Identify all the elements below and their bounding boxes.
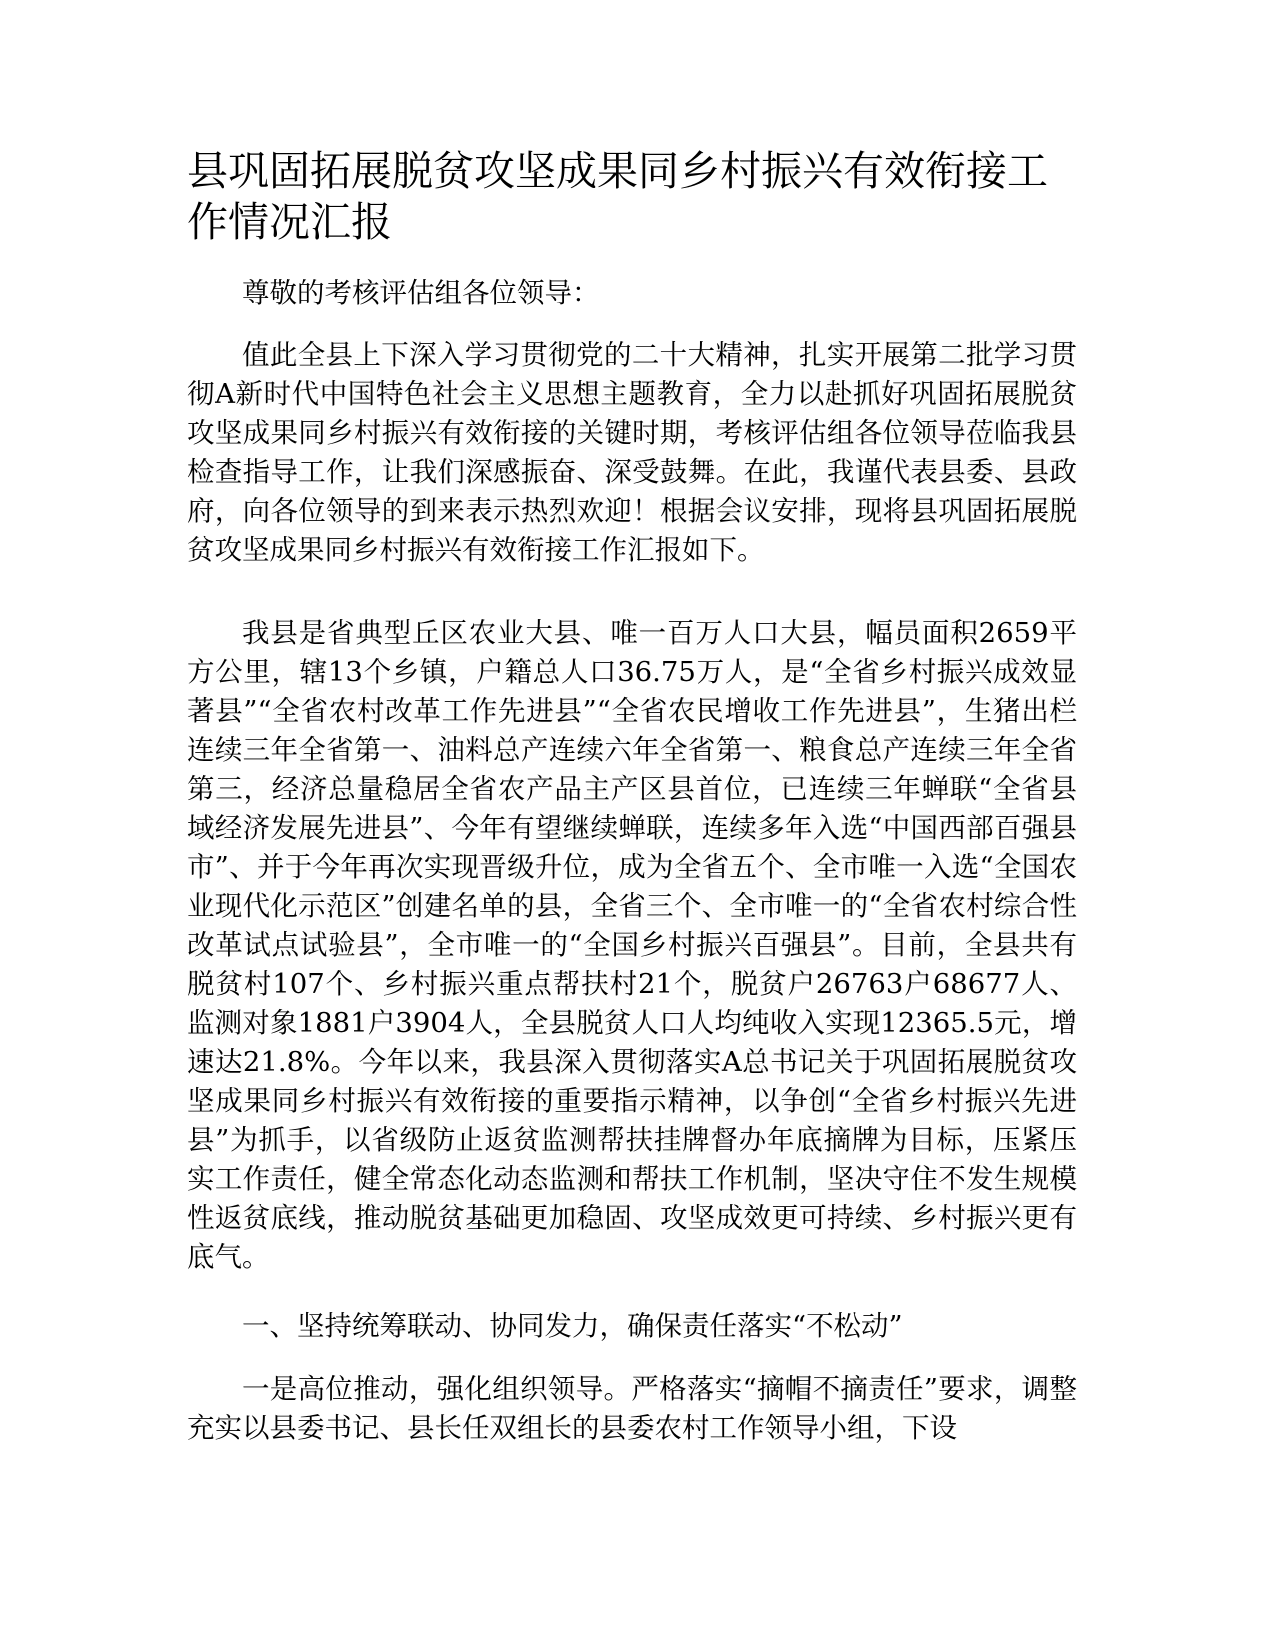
intro-paragraph: 值此全县上下深入学习贯彻党的二十大精神，扎实开展第二批学习贯彻A新时代中国特色社会主义思想主题教育，全力以赴抓好巩固拓展脱贫攻坚成果同乡村振兴有效衔接的关键时期，考核评估组各位领导莅临我县检查指导工作，让我们深感振奋、深受鼓舞。在此，我谨代表县委、县政府，向各位领导的到来表示热烈欢迎！根据会议安排，现将县巩固拓展脱贫攻坚成果同乡村振兴有效衔接工作汇报如下。	[187, 339, 1077, 566]
section-item-paragraph: 一是高位推动，强化组织领导。严格落实“摘帽不摘责任”要求，调整充实以县委书记、县长任双组长的县委农村工作领导小组，下设	[187, 1373, 1077, 1444]
document-title: 县巩固拓展脱贫攻坚成果同乡村振兴有效衔接工作情况汇报	[187, 147, 1048, 246]
county-overview-paragraph: 我县是省典型丘区农业大县、唯一百万人口大县，幅员面积2659平方公里，辖13个乡镇，户籍总人口36.75万人，是“全省乡村振兴成效显著县”“全省农村改革工作先进县”“全省农民增收工作先进县”，生猪出栏连续三年全省第一、油料总产连续六年全省第一、粮食总产连续三年全省第三，经济总量稳居全省农产品主产区县首位，已连续三年蝉联“全省县域经济发展先进县”、今年有望继续蝉联，连续多年入选“中国西部百强县市”、并于今年再次实现晋级升位，成为全省五个、全市唯一入选“全国农业现代化示范区”创建名单的县，全省三个、全市唯一的“全省农村综合性改革试点试验县”，全市唯一的“全国乡村振兴百强县”。目前，全县共有脱贫村107个、乡村振兴重点帮扶村21个，脱贫户26763户68677人、监测对象1881户3904人，全县脱贫人口人均纯收入实现12365.5元，增速达21.8%。今年以来，我县深入贯彻落实A总书记关于巩固拓展脱贫攻坚成果同乡村振兴有效衔接的重要指示精神，以争创“全省乡村振兴先进县”为抓手，以省级防止返贫监测帮扶挂牌督办年底摘牌为目标，压紧压实工作责任，健全常态化动态监测和帮扶工作机制，坚决守住不发生规模性返贫底线，推动脱贫基础更加稳固、攻坚成效更可持续、乡村振兴更有底气。	[187, 617, 1077, 1273]
salutation: 尊敬的考核评估组各位领导：	[242, 277, 600, 309]
section-heading: 一、坚持统筹联动、协同发力，确保责任落实“不松动”	[242, 1310, 903, 1342]
